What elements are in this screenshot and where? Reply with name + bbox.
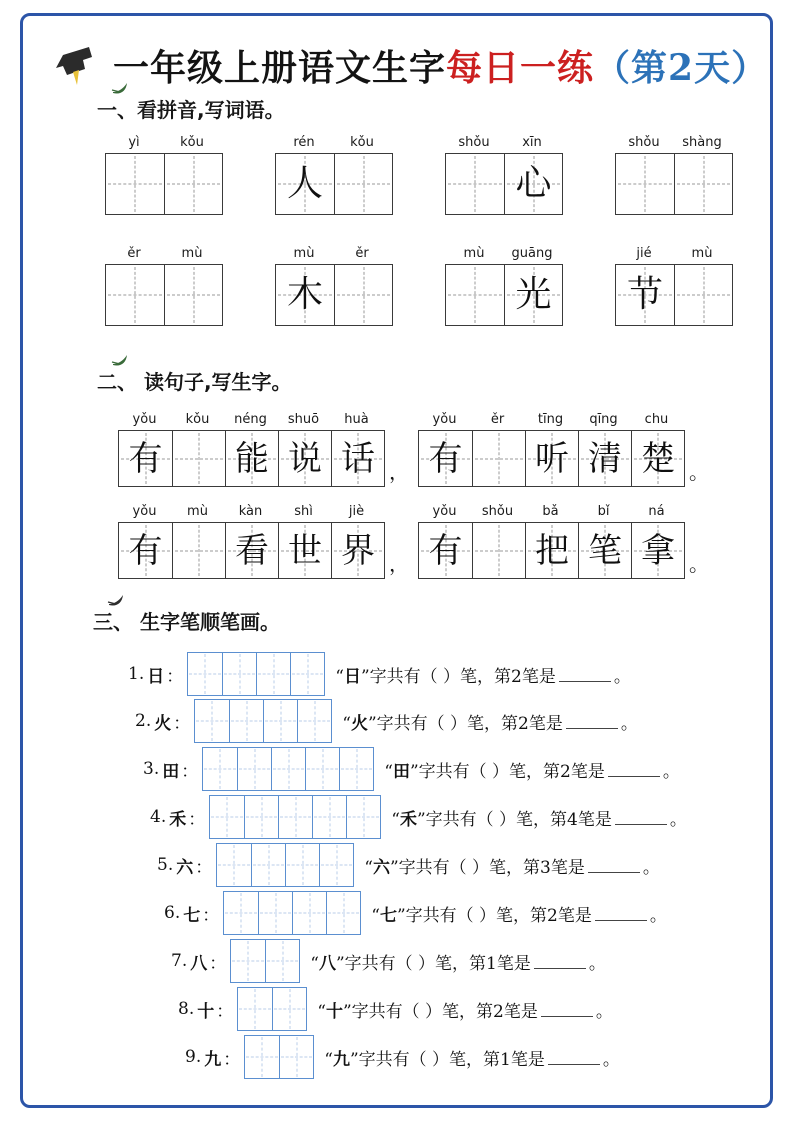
stroke-practice-grid[interactable] [230,939,300,983]
question-body: ”字共有（ ）笔，第2笔是 [342,1001,538,1022]
colon-separator: ： [166,666,184,687]
writing-cell[interactable] [331,523,384,578]
character-glyph: 木 [286,274,323,315]
stroke-cell[interactable] [271,748,305,790]
pinyin-label: jié [636,246,652,261]
stroke-cell[interactable] [237,748,271,790]
pinyin-label: ěr [490,412,505,427]
writing-cell[interactable] [616,265,674,325]
tianzige-row [275,153,393,215]
stroke-cell[interactable] [263,700,297,742]
period-mark: 。 [595,1001,613,1022]
answer-blank[interactable] [608,763,660,777]
stroke-order-row [164,891,667,935]
pinyin-label: kǒu [180,135,204,150]
period-mark: 。 [620,713,638,734]
quoted-character: 禾 [399,809,417,830]
writing-cell[interactable] [119,523,172,578]
writing-cell[interactable] [119,431,172,486]
quote-open: “ [324,1049,333,1070]
writing-cell[interactable] [525,431,578,486]
stroke-question-text [342,709,638,734]
writing-cell[interactable] [674,265,732,325]
pinyin-label: guāng [511,246,553,261]
pinyin-label: chu [644,412,669,427]
answer-blank[interactable] [566,715,618,729]
stroke-order-row [135,699,638,743]
tianzige-row [445,264,563,326]
character-glyph: 人 [286,163,323,204]
writing-cell[interactable] [616,154,674,214]
question-body: ”字共有（ ）笔，第2笔是 [409,761,605,782]
pinyin-label: mù [463,246,485,261]
stroke-question-text [317,997,613,1022]
quote-open: “ [317,1001,326,1022]
writing-cell[interactable] [419,431,472,486]
pinyin-label: huà [344,412,369,427]
stroke-cell[interactable] [297,700,331,742]
answer-blank[interactable] [534,955,586,969]
period-mark: 。 [649,905,667,926]
pinyin-label: yǒu [432,412,457,427]
stroke-question-text [371,901,667,926]
section-heading-1 [97,94,285,123]
stroke-cell[interactable] [279,1036,313,1078]
character-glyph: 拿 [641,530,675,571]
quoted-character: 九 [332,1049,350,1070]
character-glyph: 清 [588,438,622,479]
leaf-icon [107,592,129,608]
quoted-character: 日 [343,666,361,687]
stroke-cell[interactable] [312,796,346,838]
answer-blank[interactable] [588,859,640,873]
stroke-question-text [364,853,660,878]
row-number: 5. [157,855,174,875]
pinyin-label: yǒu [132,412,157,427]
question-body: ”字共有（ ）笔，第4笔是 [416,809,612,830]
quoted-character: 火 [350,713,368,734]
character-glyph: 心 [515,163,552,204]
writing-cell[interactable] [106,154,164,214]
stroke-cell[interactable] [245,1036,279,1078]
character-glyph: 有 [128,530,163,571]
leaf-icon [111,352,133,368]
writing-cell[interactable] [164,265,222,325]
tianzige-row [445,153,563,215]
character-glyph: 有 [428,530,463,571]
word-group [615,134,733,215]
colon-separator: ： [223,1049,241,1070]
writing-cell[interactable] [334,154,392,214]
leaf-icon [111,80,133,96]
target-character: 七 [183,905,201,926]
pinyin-label: shàng [682,135,722,150]
writing-cell[interactable] [106,265,164,325]
pinyin-label: yì [128,135,140,150]
sentence-punctuation: ， [389,552,409,576]
row-number: 8. [178,999,195,1019]
writing-cell[interactable] [172,431,225,486]
quote-open: “ [391,809,400,830]
pinyin-label: shǒu [458,135,490,150]
period-mark: 。 [602,1049,620,1070]
colon-separator: ： [202,905,220,926]
sentence-punctuation: 。 [689,552,709,576]
pinyin-label: mù [293,246,315,261]
title-text [113,40,768,91]
tianzige-row [118,430,385,487]
colon-separator: ： [216,1001,234,1022]
tianzige-row [615,264,733,326]
row-number: 3. [143,759,160,779]
stroke-practice-grid[interactable] [194,699,332,743]
pinyin-label: shì [294,504,313,519]
word-group [105,245,223,326]
pinyin-label: tīng [537,412,564,427]
stroke-question-text [391,805,687,830]
quote-open: “ [371,905,380,926]
stroke-cell[interactable] [326,892,360,934]
stroke-practice-grid[interactable] [244,1035,314,1079]
writing-cell[interactable] [225,431,278,486]
question-body: ”字共有（ ）笔，第1笔是 [335,953,531,974]
target-character: 十 [197,1001,215,1022]
stroke-cell[interactable] [224,892,258,934]
section-2-label: 二、 读句子,写生字。 [97,370,292,394]
stroke-practice-grid[interactable] [209,795,381,839]
target-character: 火 [154,713,172,734]
pinyin-label: bǐ [597,504,610,519]
stroke-cell[interactable] [251,844,285,886]
quoted-character: 六 [372,857,390,878]
stroke-cell[interactable] [305,748,339,790]
page-content [23,16,770,1105]
row-number: 9. [185,1047,202,1067]
sentence-unit [418,503,685,579]
quote-open: “ [384,761,393,782]
character-glyph: 把 [535,530,569,571]
character-glyph: 楚 [641,438,675,479]
sentence-unit [118,503,385,579]
stroke-cell[interactable] [222,653,256,695]
stroke-practice-grid[interactable] [216,843,354,887]
pinyin-label: ná [648,504,665,519]
stroke-order-row [185,1035,620,1079]
stroke-cell[interactable] [195,700,229,742]
pinyin-label: shuō [287,412,320,427]
tianzige-row [615,153,733,215]
stroke-order-row [128,652,631,696]
answer-blank[interactable] [615,811,667,825]
word-group [615,245,733,326]
character-glyph: 有 [128,438,163,479]
pushpin-icon [53,39,99,91]
question-body: ”字共有（ ）笔，第2笔是 [367,713,563,734]
stroke-cell[interactable] [346,796,380,838]
tianzige-row [418,430,685,487]
word-group [445,134,563,215]
quote-open: “ [364,857,373,878]
stroke-order-row [150,795,687,839]
writing-cell[interactable] [631,431,684,486]
writing-cell[interactable] [472,523,525,578]
writing-cell[interactable] [172,523,225,578]
writing-cell[interactable] [164,154,222,214]
target-character: 八 [190,953,208,974]
word-group [275,245,393,326]
pinyin-row [418,411,685,430]
period-mark: 。 [613,666,631,687]
stroke-question-text [384,757,680,782]
writing-cell[interactable] [276,265,334,325]
target-character: 禾 [169,809,187,830]
pinyin-label: kǒu [185,412,210,427]
pinyin-label: kàn [238,504,263,519]
stroke-order-row [171,939,606,983]
writing-cell[interactable] [578,431,631,486]
stroke-order-row [178,987,613,1031]
character-glyph: 节 [626,274,663,315]
character-glyph: 有 [428,438,463,479]
sentence-block [118,503,712,579]
writing-cell[interactable] [578,523,631,578]
pinyin-row [615,245,733,264]
question-body: ”字共有（ ）笔，第2笔是 [396,905,592,926]
writing-cell[interactable] [334,265,392,325]
section-heading-3 [93,606,280,635]
colon-separator: ： [188,809,206,830]
tianzige-row [105,264,223,326]
sentence-punctuation: 。 [689,460,709,484]
writing-cell[interactable] [419,523,472,578]
pinyin-row [445,134,563,153]
pinyin-label: ěr [355,246,369,261]
writing-cell[interactable] [278,523,331,578]
writing-cell[interactable] [504,154,562,214]
character-glyph: 说 [288,438,322,479]
stroke-cell[interactable] [272,988,306,1030]
row-number: 7. [171,951,188,971]
stroke-cell[interactable] [265,940,299,982]
answer-blank[interactable] [541,1003,593,1017]
target-character: 田 [162,761,180,782]
target-character: 六 [176,857,194,878]
title-blue: （第2天） [594,46,769,89]
answer-blank[interactable] [548,1051,600,1065]
colon-separator: ： [181,761,199,782]
pinyin-label: yǒu [132,504,157,519]
pinyin-label: bǎ [542,504,559,519]
pinyin-label: mù [187,504,208,519]
writing-cell[interactable] [225,523,278,578]
pinyin-label: xīn [522,135,542,150]
writing-cell[interactable] [276,154,334,214]
word-group [105,134,223,215]
question-body: ”字共有（ ）笔，第2笔是 [360,666,556,687]
section-heading-2 [97,366,292,395]
row-number: 4. [150,807,167,827]
stroke-cell[interactable] [188,653,222,695]
row-number: 1. [128,664,145,684]
page-title [41,34,769,96]
pinyin-label: shǒu [481,504,514,519]
character-glyph: 看 [235,530,269,571]
row-number: 2. [135,711,152,731]
stroke-question-text [310,949,606,974]
pinyin-label: néng [234,412,267,427]
row-number: 6. [164,903,181,923]
stroke-cell[interactable] [319,844,353,886]
period-mark: 。 [669,809,687,830]
pinyin-row [445,245,563,264]
stroke-cell[interactable] [285,844,319,886]
stroke-practice-grid[interactable] [187,652,325,696]
stroke-cell[interactable] [292,892,326,934]
pinyin-label: rén [293,135,315,150]
sentence-block [118,411,712,487]
quote-open: “ [335,666,344,687]
question-body: ”字共有（ ）笔，第3笔是 [389,857,585,878]
pinyin-label: qīng [589,412,618,427]
stroke-cell[interactable] [210,796,244,838]
quote-open: “ [310,953,319,974]
title-black: 一年级上册语文生字 [113,46,447,89]
character-glyph: 听 [535,438,569,479]
writing-cell[interactable] [674,154,732,214]
character-glyph: 界 [341,530,375,571]
pinyin-label: jiè [348,504,365,519]
page-border-frame [20,13,773,1108]
stroke-cell[interactable] [229,700,263,742]
stroke-cell[interactable] [290,653,324,695]
pinyin-label: mù [691,246,713,261]
stroke-cell[interactable] [278,796,312,838]
pinyin-label: ěr [127,246,141,261]
period-mark: 。 [588,953,606,974]
pinyin-row [118,411,385,430]
character-glyph: 能 [235,438,269,479]
quote-open: “ [342,713,351,734]
quoted-character: 十 [325,1001,343,1022]
pinyin-row [275,245,393,264]
sentence-unit [118,411,385,487]
quoted-character: 田 [392,761,410,782]
writing-cell[interactable] [446,154,504,214]
target-character: 日 [147,666,165,687]
answer-blank[interactable] [559,668,611,682]
stroke-cell[interactable] [217,844,251,886]
writing-cell[interactable] [504,265,562,325]
colon-separator: ： [195,857,213,878]
tianzige-row [418,522,685,579]
character-glyph: 笔 [588,530,622,571]
section-3-label: 三、 生字笔顺笔画。 [93,610,280,634]
pinyin-label: mù [181,246,203,261]
stroke-order-row [143,747,680,791]
character-glyph: 话 [341,438,375,479]
pinyin-row [615,134,733,153]
word-group [275,134,393,215]
tianzige-row [118,522,385,579]
stroke-cell[interactable] [244,796,278,838]
question-body: ”字共有（ ）笔，第1笔是 [349,1049,545,1070]
pinyin-label: shǒu [628,135,660,150]
quoted-character: 八 [318,953,336,974]
answer-blank[interactable] [595,907,647,921]
section-1-label: 一、看拼音,写词语。 [97,98,285,122]
pinyin-row [105,134,223,153]
pinyin-row [275,134,393,153]
stroke-cell[interactable] [339,748,373,790]
writing-cell[interactable] [631,523,684,578]
sentence-punctuation: ， [389,460,409,484]
colon-separator: ： [209,953,227,974]
pinyin-label: yǒu [432,504,457,519]
stroke-cell[interactable] [231,940,265,982]
writing-cell[interactable] [525,523,578,578]
target-character: 九 [204,1049,222,1070]
colon-separator: ： [173,713,191,734]
word-group [445,245,563,326]
tianzige-row [105,153,223,215]
pinyin-row [418,503,685,522]
tianzige-row [275,264,393,326]
pinyin-row [105,245,223,264]
stroke-practice-grid[interactable] [202,747,374,791]
stroke-cell[interactable] [256,653,290,695]
title-red: 每日一练 [446,46,595,89]
writing-cell[interactable] [446,265,504,325]
writing-cell[interactable] [278,431,331,486]
period-mark: 。 [642,857,660,878]
stroke-question-text [335,662,631,687]
writing-cell[interactable] [331,431,384,486]
stroke-cell[interactable] [258,892,292,934]
stroke-order-row [157,843,660,887]
pinyin-label: kǒu [350,135,374,150]
quoted-character: 七 [379,905,397,926]
character-glyph: 光 [515,274,552,315]
writing-cell[interactable] [472,431,525,486]
sentence-unit [418,411,685,487]
stroke-practice-grid[interactable] [237,987,307,1031]
pinyin-row [118,503,385,522]
stroke-cell[interactable] [203,748,237,790]
stroke-question-text [324,1045,620,1070]
stroke-practice-grid[interactable] [223,891,361,935]
character-glyph: 世 [288,530,322,571]
period-mark: 。 [662,761,680,782]
stroke-cell[interactable] [238,988,272,1030]
